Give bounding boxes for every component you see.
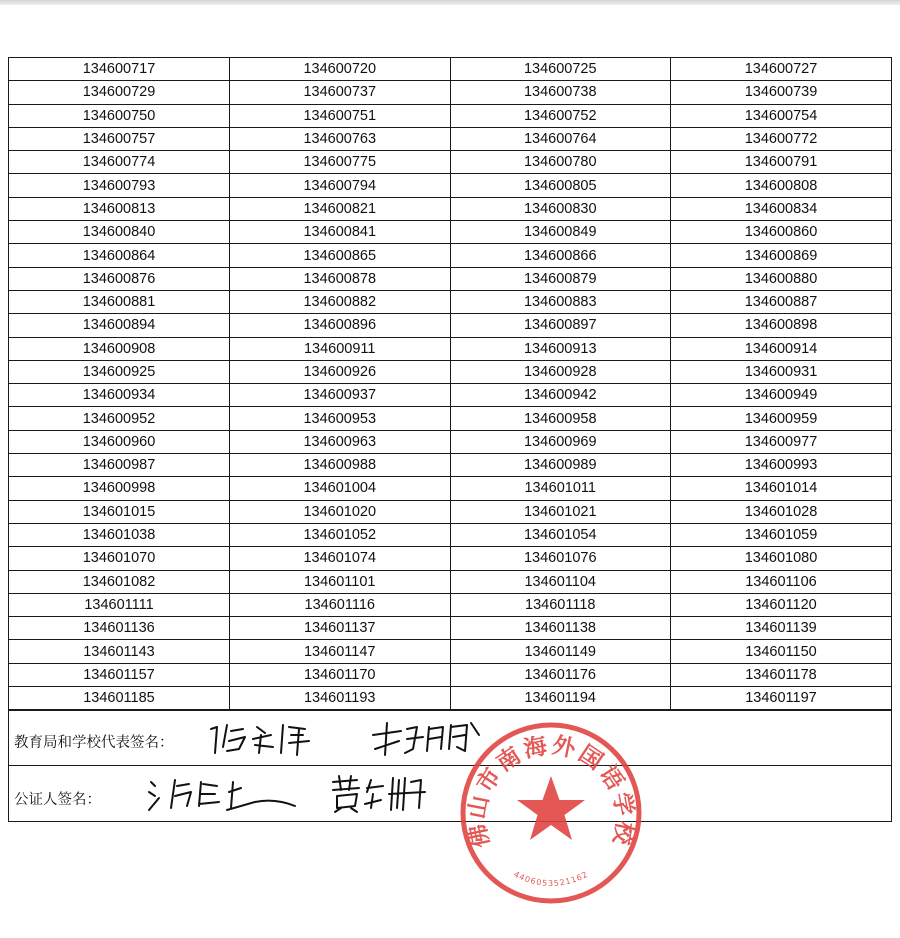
table-cell: 134600963: [230, 430, 451, 453]
table-row: [9, 314, 891, 337]
table-cell: 134600754: [671, 104, 892, 127]
table-cell: 134600989: [450, 454, 671, 477]
table-row: [9, 407, 891, 430]
table-cell: 134601028: [671, 500, 892, 523]
viewer-top-edge: [0, 0, 900, 5]
table-cell: 134600952: [9, 407, 230, 430]
table-cell: 134600949: [671, 384, 892, 407]
table-row: [9, 174, 891, 197]
table-cell: 134600896: [230, 314, 451, 337]
table-cell: 134600880: [671, 267, 892, 290]
table-cell: 134601157: [9, 663, 230, 686]
table-cell: 134600757: [9, 127, 230, 150]
table-cell: 134601106: [671, 570, 892, 593]
table-cell: 134600866: [450, 244, 671, 267]
table-cell: 134601082: [9, 570, 230, 593]
school-seal-stamp: [458, 720, 644, 906]
table-cell: 134600937: [230, 384, 451, 407]
notary-signature-label: 公证人签名：: [14, 792, 101, 809]
table-cell: 134601120: [671, 593, 892, 616]
table-cell: 134601193: [230, 687, 451, 710]
table-row: [9, 454, 891, 477]
table-cell: 134600793: [9, 174, 230, 197]
table-cell: 134601197: [671, 687, 892, 710]
table-cell: 134600869: [671, 244, 892, 267]
table-cell: 134600834: [671, 197, 892, 220]
table-cell: 134601116: [230, 593, 451, 616]
table-cell: 134601118: [450, 593, 671, 616]
table-cell: 134600791: [671, 151, 892, 174]
table-row: [9, 640, 891, 663]
table-cell: 134601150: [671, 640, 892, 663]
table-cell: 134600897: [450, 314, 671, 337]
table-cell: 134600987: [9, 454, 230, 477]
table-cell: 134600913: [450, 337, 671, 360]
table-row: [9, 104, 891, 127]
table-cell: 134601054: [450, 523, 671, 546]
table-cell: 134600934: [9, 384, 230, 407]
table-cell: 134600772: [671, 127, 892, 150]
table-row: [9, 570, 891, 593]
table-row: [9, 687, 891, 710]
table-cell: 134601194: [450, 687, 671, 710]
table-cell: 134601111: [9, 593, 230, 616]
table-cell: 134600931: [671, 360, 892, 383]
table-cell: 134600911: [230, 337, 451, 360]
table-cell: 134601178: [671, 663, 892, 686]
table-cell: 134601020: [230, 500, 451, 523]
table-cell: 134601076: [450, 547, 671, 570]
table-cell: 134600841: [230, 221, 451, 244]
table-cell: 134600883: [450, 290, 671, 313]
table-cell: 134601021: [450, 500, 671, 523]
bureau-signature-row: [9, 710, 891, 765]
bureau-signature-label: 教育局和学校代表签名：: [14, 735, 174, 752]
table-cell: 134600953: [230, 407, 451, 430]
table-cell: 134600864: [9, 244, 230, 267]
table-cell: 134601080: [671, 547, 892, 570]
table-row: [9, 221, 891, 244]
table-cell: 134600763: [230, 127, 451, 150]
table-row: [9, 547, 891, 570]
table-cell: 134601011: [450, 477, 671, 500]
table-cell: 134601015: [9, 500, 230, 523]
table-cell: 134600750: [9, 104, 230, 127]
table-cell: 134600876: [9, 267, 230, 290]
table-cell: 134601170: [230, 663, 451, 686]
table-cell: 134600808: [671, 174, 892, 197]
table-row: [9, 151, 891, 174]
table-cell: 134600752: [450, 104, 671, 127]
table-cell: 134601004: [230, 477, 451, 500]
table-cell: 134600988: [230, 454, 451, 477]
bureau-signature-1: [205, 717, 325, 761]
table-cell: 134600894: [9, 314, 230, 337]
table-cell: 134600805: [450, 174, 671, 197]
table-cell: 134600720: [230, 58, 451, 81]
document-sheet: [8, 57, 892, 822]
table-cell: 134601014: [671, 477, 892, 500]
table-cell: 134601137: [230, 617, 451, 640]
table-cell: 134601136: [9, 617, 230, 640]
table-cell: 134600942: [450, 384, 671, 407]
table-row: [9, 290, 891, 313]
table-row: [9, 523, 891, 546]
table-row: [9, 617, 891, 640]
table-cell: 134601104: [450, 570, 671, 593]
table-cell: 134600928: [450, 360, 671, 383]
table-cell: 134600958: [450, 407, 671, 430]
table-row: [9, 663, 891, 686]
table-row: [9, 267, 891, 290]
table-cell: 134600977: [671, 430, 892, 453]
table-cell: 134601074: [230, 547, 451, 570]
table-cell: 134601176: [450, 663, 671, 686]
id-number-table-body: [9, 58, 891, 710]
table-row: [9, 81, 891, 104]
notary-signature-2: [327, 772, 437, 816]
table-cell: 134600751: [230, 104, 451, 127]
table-row: [9, 477, 891, 500]
table-row: [9, 384, 891, 407]
id-number-table: [9, 58, 891, 710]
table-cell: 134600898: [671, 314, 892, 337]
notary-signature-row: [9, 765, 891, 821]
table-cell: 134601143: [9, 640, 230, 663]
table-cell: 134600794: [230, 174, 451, 197]
table-cell: 134600830: [450, 197, 671, 220]
table-cell: 134600813: [9, 197, 230, 220]
table-cell: 134600739: [671, 81, 892, 104]
table-row: [9, 593, 891, 616]
table-cell: 134600969: [450, 430, 671, 453]
table-cell: 134601149: [450, 640, 671, 663]
table-cell: 134600925: [9, 360, 230, 383]
table-cell: 134600821: [230, 197, 451, 220]
table-cell: 134600717: [9, 58, 230, 81]
table-cell: 134600737: [230, 81, 451, 104]
table-row: [9, 430, 891, 453]
table-row: [9, 127, 891, 150]
table-cell: 134600774: [9, 151, 230, 174]
svg-text:4406053521162: [512, 870, 590, 889]
table-cell: 134600993: [671, 454, 892, 477]
notary-signature-1: [145, 772, 305, 818]
table-row: [9, 360, 891, 383]
table-cell: 134601185: [9, 687, 230, 710]
table-cell: 134601052: [230, 523, 451, 546]
table-cell: 134600727: [671, 58, 892, 81]
table-cell: 134600840: [9, 221, 230, 244]
table-cell: 134600729: [9, 81, 230, 104]
table-cell: 134600849: [450, 221, 671, 244]
seal-text: 佛山市南海外国语学校: [464, 732, 638, 850]
table-cell: 134600882: [230, 290, 451, 313]
table-cell: 134600887: [671, 290, 892, 313]
table-cell: 134601147: [230, 640, 451, 663]
table-cell: 134601070: [9, 547, 230, 570]
table-cell: 134600860: [671, 221, 892, 244]
table-cell: 134600998: [9, 477, 230, 500]
table-cell: 134600960: [9, 430, 230, 453]
table-cell: 134601038: [9, 523, 230, 546]
table-row: [9, 500, 891, 523]
table-cell: 134601059: [671, 523, 892, 546]
seal-code: 4406053521162: [512, 869, 590, 889]
table-cell: 134600865: [230, 244, 451, 267]
table-row: [9, 337, 891, 360]
table-cell: 134600725: [450, 58, 671, 81]
table-cell: 134600959: [671, 407, 892, 430]
table-cell: 134600908: [9, 337, 230, 360]
table-cell: 134601138: [450, 617, 671, 640]
table-cell: 134600780: [450, 151, 671, 174]
table-cell: 134600764: [450, 127, 671, 150]
table-cell: 134600926: [230, 360, 451, 383]
table-cell: 134600914: [671, 337, 892, 360]
table-cell: 134600738: [450, 81, 671, 104]
table-row: [9, 58, 891, 81]
table-row: [9, 244, 891, 267]
seal-star-icon: [517, 776, 585, 840]
table-row: [9, 197, 891, 220]
table-cell: 134601139: [671, 617, 892, 640]
table-cell: 134600879: [450, 267, 671, 290]
table-cell: 134601101: [230, 570, 451, 593]
table-cell: 134600878: [230, 267, 451, 290]
table-cell: 134600775: [230, 151, 451, 174]
table-cell: 134600881: [9, 290, 230, 313]
